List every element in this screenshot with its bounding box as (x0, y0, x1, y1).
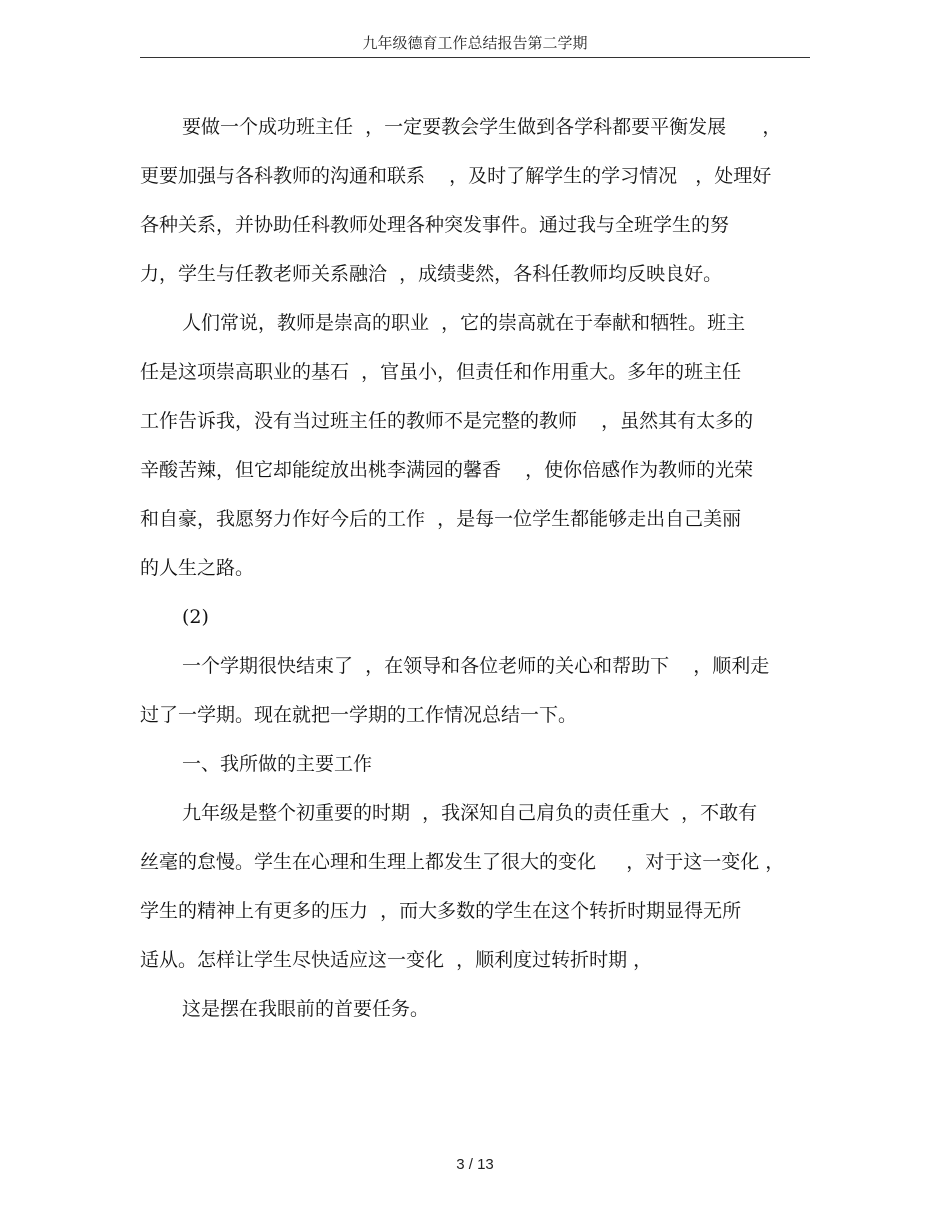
text-line: 丝毫的怠慢。学生在心理和生理上都发生了很大的变化 ，对于这一变化 ， (140, 851, 785, 873)
text-line: 过了一学期。现在就把一学期的工作情况总结一下。 (140, 704, 578, 726)
document-title: 九年级德育工作总结报告第二学期 (362, 34, 588, 52)
page-header (140, 30, 810, 58)
document-body (140, 103, 820, 1034)
text-line: 更要加强与各科教师的沟通和联系 ，及时了解学生的学习情况 ，处理好 (140, 165, 772, 187)
section-heading: 一、我所做的主要工作 (182, 753, 373, 775)
text-line: 工作告诉我，没有当过班主任的教师不是完整的教师 ，虽然其有太多的 (140, 410, 754, 432)
text-line: 这是摆在我眼前的首要任务。 (182, 998, 430, 1020)
text-line: 九年级是整个初重要的时期 ，我深知自己肩负的责任重大 ，不敢有 (182, 802, 758, 824)
text-line: 和自豪，我愿努力作好今后的工作 ，是每一位学生都能够走出自己美丽 (140, 508, 742, 530)
text-line: 人们常说，教师是崇高的职业 ，它的崇高就在于奉献和牺牲。班主 (182, 312, 746, 334)
text-line: 要做一个成功班主任 ，一定要教会学生做到各学科都要平衡发展 ， (182, 116, 782, 138)
text-line: 的人生之路。 (140, 557, 255, 579)
text-line: 各种关系，并协助任科教师处理各种突发事件。通过我与全班学生的努 (140, 214, 730, 236)
text-line: 适从。怎样让学生尽快适应这一变化 ，顺利度过转折时期 ， (140, 949, 653, 971)
text-line: 辛酸苦辣，但它却能绽放出桃李满园的馨香 ，使你倍感作为教师的光荣 (140, 459, 754, 481)
text-line: 力，学生与任教老师关系融洽 ，成绩斐然，各科任教师均反映良好。 (140, 263, 723, 285)
text-line: 学生的精神上有更多的压力 ，而大多数的学生在这个转折时期显得无所 (140, 900, 742, 922)
text-line: 一个学期很快结束了 ，在领导和各位老师的关心和帮助下 ，顺利走 (182, 655, 770, 677)
section-number: (2) (182, 606, 209, 628)
text-line: 任是这项崇高职业的基石 ，官虽小，但责任和作用重大。多年的班主任 (140, 361, 742, 383)
page-number: 3 / 13 (456, 1156, 494, 1173)
